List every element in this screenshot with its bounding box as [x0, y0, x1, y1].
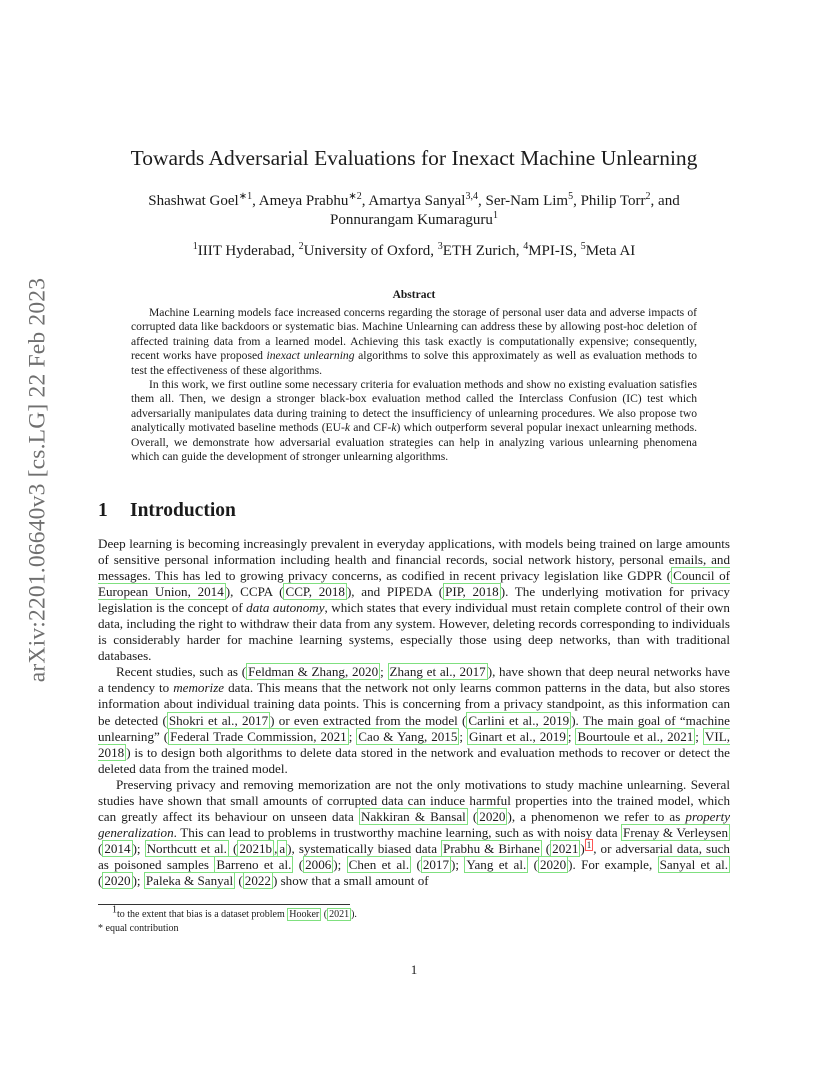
citation-link[interactable]: Federal Trade Commission, 2021	[170, 728, 347, 744]
arxiv-sidebar-stamp	[18, 277, 58, 683]
affiliation: ETH Zurich	[442, 243, 516, 259]
author-name: Ponnurangam Kumaraguru	[330, 212, 493, 228]
text: (	[541, 840, 551, 856]
citation-link[interactable]: 2020	[479, 808, 506, 824]
author-name: Ameya Prabhu	[258, 193, 349, 209]
text: ), have shown that deep neural networks have a tendency to	[98, 664, 730, 696]
citation-link[interactable]: Frenay & Verleysen	[623, 824, 728, 840]
author-name: Philip Torr	[580, 193, 646, 209]
affiliation: MPI-IS	[528, 243, 574, 259]
citation-link[interactable]: Ginart et al., 2019	[468, 728, 566, 744]
text: ). The main goal of “machine unlearning” (	[98, 712, 730, 744]
footnote	[98, 904, 730, 922]
paper-title: Towards Adversarial Evaluations for Inexact Machine Unlearning	[130, 146, 698, 170]
text: ;	[695, 728, 703, 744]
text: ) show that a small amount of	[272, 872, 429, 888]
citation-link[interactable]: Prabhu & Birhane	[443, 840, 540, 856]
citation-link[interactable]: Council of European Union, 2014	[98, 568, 730, 600]
text: ). For example,	[568, 856, 658, 872]
citation-link[interactable]: VIL, 2018	[98, 728, 730, 760]
abstract-text: and CF-	[350, 421, 392, 435]
section-title: Introduction	[130, 500, 236, 521]
citation-link[interactable]: 2021	[552, 840, 579, 856]
text: ), and PIPEDA (	[346, 584, 444, 600]
citation-link[interactable]: 2017	[422, 856, 449, 872]
author-affiliation-mark: ∗2	[348, 191, 362, 202]
text: ;	[459, 728, 467, 744]
emphasis: property generalization	[98, 808, 731, 840]
citation-link[interactable]: Paleka & Sanyal	[145, 872, 234, 888]
arxiv-identifier: arXiv:2201.06640v3 [cs.LG] 22 Feb 2023	[24, 277, 51, 683]
affiliation-mark: 4	[523, 241, 529, 252]
footnotes	[98, 904, 730, 936]
affiliation-mark: 2	[298, 241, 304, 252]
math-variable: k	[391, 421, 397, 435]
citation-link[interactable]: Carlini et al., 2019	[468, 712, 570, 728]
author-affiliation-mark: 1	[492, 210, 498, 221]
citation-link[interactable]: PIP, 2018	[445, 584, 499, 600]
citation-link[interactable]: a	[279, 840, 286, 856]
footnote-mark: *	[98, 923, 103, 934]
text: , which states that every individual must retain complete control of their own data, including the right to withdraw their data from any system. However, deleting records corresponding to individuals is considerably harder for machine learning systems, especially those using deep networks, than with traditional databases.	[98, 600, 730, 664]
footnote-text: (	[321, 909, 328, 920]
text: (	[528, 856, 538, 872]
math-variable: k	[344, 421, 351, 435]
footnote-divider	[98, 904, 350, 905]
text: . This can lead to problems in trustworthy machine learning, such as with noisy data	[173, 824, 622, 840]
citation-link[interactable]: 2020	[104, 872, 131, 888]
author-affiliation-mark: 5	[568, 191, 574, 202]
text: ;	[348, 728, 357, 744]
footnote-text: equal contribution	[103, 923, 179, 934]
text: (	[467, 808, 478, 824]
citation-link[interactable]: Bourtoule et al., 2021	[577, 728, 694, 744]
text: (	[235, 872, 243, 888]
affiliation-mark: 1	[192, 241, 198, 252]
text: (	[411, 856, 421, 872]
text: Deep learning is becoming increasingly prevalent in everyday applications, with models being trained on large amounts of sensitive personal information including health and financial records, social network history, personal emails, and messages. This has led to growing privacy concerns, as codified in recent privacy legislation like GDPR (	[98, 536, 730, 584]
citation-link[interactable]: 2014	[104, 840, 131, 856]
text: );	[132, 840, 145, 856]
abstract-text: ) which outperform several popular inexact unlearning methods. Overall, we demonstrate how adversarial evaluation strategies can help in analyzing various unlearning phenomena which can guide the development of stronger unlearning algorithms.	[131, 421, 698, 464]
footnote	[98, 922, 730, 936]
author-name: Ser-Nam Lim	[485, 193, 569, 209]
text: Preserving privacy and removing memorization are not the only motivations to study machine unlearning. Several studies have shown that small amounts of corrupted data can induce harmful properties into the trained model, which can greatly affect its behaviour on unseen data	[98, 776, 730, 824]
body-paragraph	[98, 777, 730, 889]
abstract-body	[131, 306, 697, 464]
citation-link[interactable]: 2022	[244, 872, 271, 888]
text: Recent studies, such as (	[116, 664, 247, 680]
affiliation: IIIT Hyderabad	[197, 243, 292, 259]
affiliation-mark: 3	[437, 241, 443, 252]
citation-link[interactable]: 2006	[305, 856, 332, 872]
abstract-text: algorithms to solve this approximately as well as evaluation methods to test the effectiveness of these algorithms.	[131, 349, 697, 377]
abstract-text: In this work, we first outline some necessary criteria for evaluation methods and show no existing evaluation satisfies them all. Then, we design a stronger black-box evaluation method called the Interclass Confusion (IC) test which adversarially manipulates data during training to detect the insufficiency of unlearning procedures. We also propose two analytically motivated baseline methods (EU-	[131, 378, 697, 435]
text: ,	[274, 840, 278, 856]
citation-link[interactable]: Hooker	[289, 909, 320, 920]
text: );	[451, 856, 465, 872]
text: data. This means that the network not only learns common patterns in the data, but also stores information about individual training data points. This is concerning from a privacy standpoint, as this information can be detected (	[98, 680, 730, 728]
text: (	[228, 840, 238, 856]
citation-link[interactable]: Sanyal et al.	[659, 856, 729, 872]
abstract-paragraph	[131, 306, 697, 378]
abstract-emphasis: inexact unlearning	[266, 349, 355, 363]
text: , or adversarial data, such as poisoned samples	[98, 840, 730, 872]
citation-link[interactable]: Nakkiran & Bansal	[361, 808, 466, 824]
affiliation: University of Oxford	[303, 243, 431, 259]
emphasis: memorize	[173, 680, 225, 696]
text: ), CCPA (	[225, 584, 284, 600]
citation-link[interactable]: Feldman & Zhang, 2020	[248, 664, 379, 680]
body-paragraph	[98, 536, 730, 664]
body-text	[98, 536, 730, 889]
citation-link[interactable]: Chen et al.	[348, 856, 410, 872]
author-name: Shashwat Goel	[148, 193, 239, 209]
text: ;	[380, 664, 388, 680]
text: )	[580, 840, 585, 856]
section-number: 1	[98, 500, 108, 521]
text: ). The underlying motivation for privacy legislation is the concept of	[98, 584, 730, 616]
text: ;	[567, 728, 576, 744]
footnote-text: ).	[351, 909, 357, 920]
citation-link[interactable]: Zhang et al., 2017	[389, 664, 486, 680]
text: (	[293, 856, 304, 872]
page-number: 1	[410, 962, 418, 977]
citation-link[interactable]: Yang et al.	[466, 856, 527, 872]
author-list: Shashwat Goel$^{∗1}$, Ameya Prabhu$^{∗2}$, Amartya Sanyal$^{3,4}$, Ser-Nam Lim$^5$, Philip Torr$^2$, and Ponnurangam Kumaraguru$^1$	[148, 191, 680, 228]
abstract-text: Machine Learning models face increased concerns regarding the storage of personal user data and adverse impacts of corrupted data like backdoors or systematic bias. Machine Unlearning can address these by allowing post-hoc deletion of affected training data from a learned model. Achieving this task exactly is computationally expensive; consequently, recent works have proposed	[131, 306, 697, 363]
text: (	[98, 840, 103, 856]
text: ) is to design both algorithms to delete data stored in the network and evaluation methods to recover or detect the deleted data from the trained model.	[98, 744, 730, 776]
footnote-link[interactable]: 1	[586, 839, 592, 850]
text: );	[333, 856, 347, 872]
footnote-text: to the extent that bias is a dataset problem	[117, 909, 288, 920]
citation-link[interactable]: 2020	[539, 856, 567, 872]
citation-link[interactable]: CCP, 2018	[285, 584, 345, 600]
citation-link[interactable]: Shokri et al., 2017	[168, 712, 269, 728]
citation-link[interactable]: Cao & Yang, 2015	[358, 728, 458, 744]
text: ), systematically biased data	[287, 840, 442, 856]
section-heading	[98, 500, 236, 522]
text: ), a phenomenon we refer to as	[507, 808, 686, 824]
abstract-paragraph	[131, 378, 697, 464]
text: );	[132, 872, 144, 888]
affiliation-mark: 5	[580, 241, 586, 252]
citation-link[interactable]: 2021b	[239, 840, 273, 856]
affiliation-list: $^1$IIIT Hyderabad, $^2$University of Oxford, $^3$ETH Zurich, $^4$MPI-IS, $^5$Meta AI	[192, 241, 636, 259]
citation-link[interactable]: 2021	[329, 909, 350, 920]
emphasis: data autonomy	[246, 600, 325, 616]
author-affiliation-mark: 3,4	[465, 191, 478, 202]
author-affiliation-mark: ∗1	[238, 191, 253, 202]
author-name: Amartya Sanyal	[368, 193, 466, 209]
abstract-heading: Abstract	[392, 289, 436, 301]
affiliation: Meta AI	[585, 243, 636, 259]
text: ) or even extracted from the model (	[270, 712, 467, 728]
author-affiliation-mark: 2	[645, 191, 651, 202]
citation-link[interactable]: Northcutt et al.	[146, 840, 227, 856]
citation-link[interactable]: Barreno et al.	[216, 856, 292, 872]
body-paragraph	[98, 664, 730, 776]
footnote-mark: 1	[112, 904, 117, 916]
text: (	[98, 872, 103, 888]
